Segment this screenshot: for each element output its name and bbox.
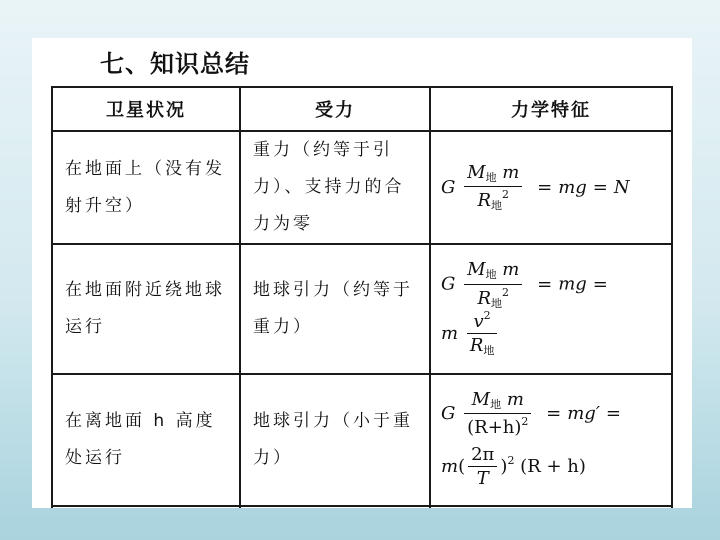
table-row [52, 131, 672, 244]
formula-cell [430, 374, 672, 506]
formula-cell [430, 131, 672, 244]
table-row [52, 374, 672, 506]
formula-height-orbit-2: m( $\frac{2\pi}{T}$ )$^2$ (R + h) [441, 443, 586, 490]
header-force: 受力 [240, 87, 430, 131]
formula-cell [430, 244, 672, 374]
table-header-row [52, 87, 672, 131]
force-cell: 地球引力（约等于重力） [240, 244, 430, 374]
formula-near-orbit-2: m $\frac{v^2}{R_地}$ [441, 310, 661, 358]
header-satellite-state: 卫星状况 [52, 87, 240, 131]
state-cell: 在地面附近绕地球运行 [52, 244, 240, 374]
table-row [52, 244, 672, 374]
force-cell: 重力（约等于引力）、支持力的合力为零 [240, 131, 430, 244]
slide [32, 38, 692, 508]
state-cell: 在地面上（没有发射升空） [52, 131, 240, 244]
slide-heading: 七、知识总结 [100, 50, 250, 78]
formula-near-orbit-1: G $\frac{M_地 m}{R_地^2}$ = mg = [441, 259, 608, 310]
formula-ground: G $\frac{M_地 m}{R_地^2}$ = mg = N [441, 161, 630, 212]
table-row-partial [52, 506, 672, 508]
header-mechanics: 力学特征 [430, 87, 672, 131]
force-cell: 地球引力（小于重力） [240, 374, 430, 506]
state-cell: 在离地面 h 高度处运行 [52, 374, 240, 506]
summary-table [51, 86, 673, 508]
formula-height-orbit-1: G $\frac{M_地 m}{(R+h)^2}$ = mg′ = [441, 389, 622, 439]
